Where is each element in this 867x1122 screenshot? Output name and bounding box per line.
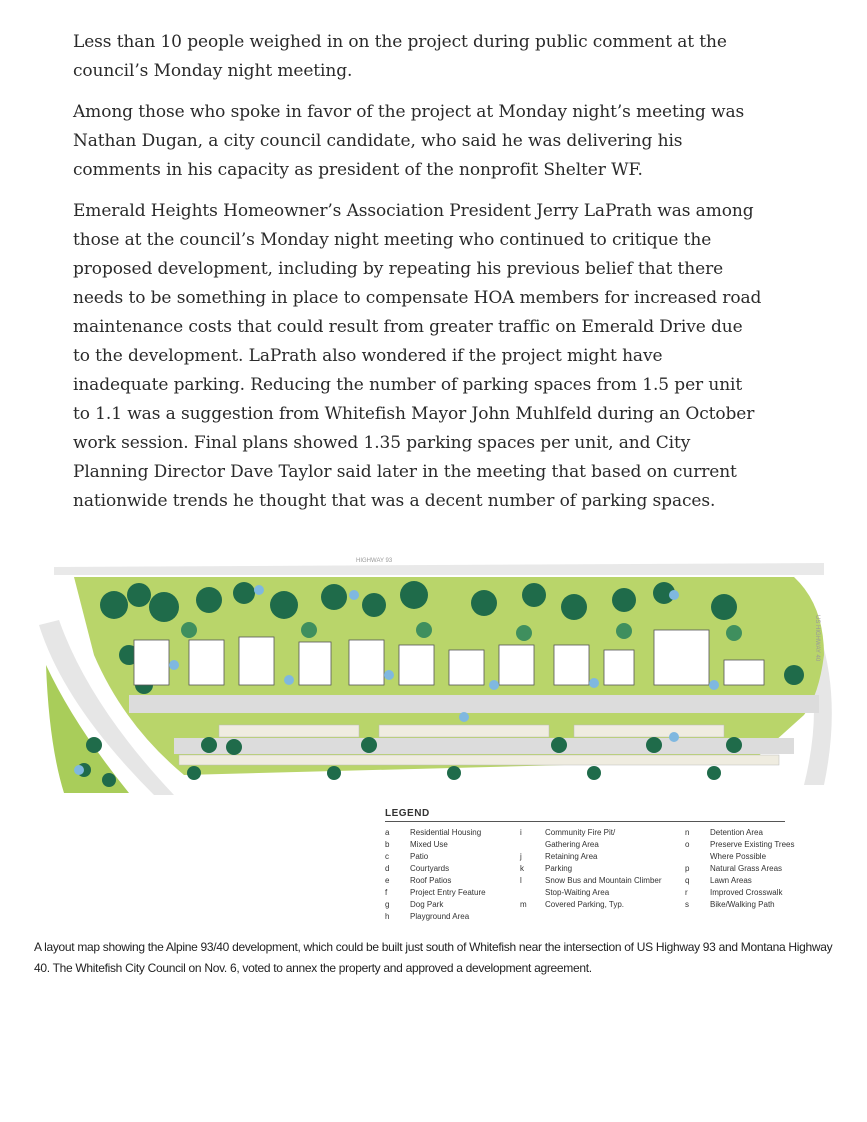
article-paragraph-2: Among those who spoke in favor of the project at Monday night’s meeting was Nathan Dugan, a city council candidate, who said he was delivering his comments in his capacity as president of the nonprofit Shelter WF. — [73, 102, 745, 180]
legend-label: Detention Area — [710, 828, 763, 837]
legend-label: Patio — [410, 852, 429, 861]
legend-key: q — [685, 876, 690, 885]
legend-key: c — [385, 852, 389, 861]
legend-key: g — [385, 900, 390, 909]
legend-item — [685, 827, 815, 839]
legend-column-3 — [685, 827, 815, 923]
figure-caption: A layout map showing the Alpine 93/40 development, which could be built just south of Whitefish near the intersection of US Highway 93 and Montana Highway 40. The Whitefish City Council on Nov. 6, voted to annex the property and approved a development agreement. — [34, 940, 833, 975]
legend-item — [685, 839, 815, 863]
legend-key: f — [385, 888, 388, 897]
legend-item — [520, 875, 685, 899]
legend-key: e — [385, 876, 390, 885]
legend-label: Retaining Area — [545, 852, 598, 861]
map-legend — [385, 808, 815, 923]
legend-column-1 — [385, 827, 520, 923]
legend-item — [385, 899, 520, 911]
legend-label: Covered Parking, Typ. — [545, 900, 625, 909]
interior-drive — [129, 695, 819, 713]
legend-key: l — [520, 876, 522, 885]
article-body — [73, 28, 763, 528]
legend-item — [685, 863, 815, 875]
parking-drive — [174, 738, 794, 754]
legend-label: Lawn Areas — [710, 876, 752, 885]
legend-column-2 — [520, 827, 685, 923]
legend-item — [520, 863, 685, 875]
legend-key: m — [520, 900, 527, 909]
highway-label: HIGHWAY 93 — [356, 558, 393, 564]
legend-key: i — [520, 828, 522, 837]
legend-label: Residential Housing — [410, 828, 482, 837]
legend-item — [385, 875, 520, 887]
legend-label: Community Fire Pit/ Gathering Area — [545, 828, 616, 849]
legend-label: Playground Area — [410, 912, 470, 921]
legend-label: Mixed Use — [410, 840, 448, 849]
legend-label: Bike/Walking Path — [710, 900, 775, 909]
legend-key: r — [685, 888, 688, 897]
legend-key: n — [685, 828, 690, 837]
legend-item — [385, 887, 520, 899]
site-plan-map — [34, 545, 834, 805]
legend-title: LEGEND — [385, 808, 785, 822]
highway-40-label: US HIGHWAY 40 — [814, 615, 820, 662]
legend-label: Parking — [545, 864, 573, 873]
legend-item — [685, 875, 815, 887]
legend-label: Roof Patios — [410, 876, 452, 885]
legend-item — [520, 827, 685, 851]
legend-key: a — [385, 828, 390, 837]
legend-item — [385, 839, 520, 851]
legend-label: Project Entry Feature — [410, 888, 486, 897]
legend-label: Natural Grass Areas — [710, 864, 783, 873]
legend-key: s — [685, 900, 689, 909]
legend-key: o — [685, 840, 690, 849]
legend-key: k — [520, 864, 524, 873]
article-paragraph-1: Less than 10 people weighed in on the project during public comment at the council’s Monday night meeting. — [73, 32, 727, 81]
legend-label: Snow Bus and Mountain Climber Stop-Waiting Area — [545, 876, 662, 897]
legend-item — [385, 863, 520, 875]
legend-key: p — [685, 864, 690, 873]
legend-columns — [385, 827, 815, 923]
legend-label: Courtyards — [410, 864, 450, 873]
legend-item — [685, 887, 815, 899]
legend-item — [385, 851, 520, 863]
legend-label: Dog Park — [410, 900, 444, 909]
legend-item — [385, 911, 520, 923]
legend-item — [685, 899, 815, 911]
legend-label: Improved Crosswalk — [710, 888, 783, 897]
legend-key: b — [385, 840, 390, 849]
legend-item — [520, 899, 685, 911]
legend-label: Preserve Existing Trees Where Possible — [710, 840, 795, 861]
legend-key: d — [385, 864, 390, 873]
legend-item — [385, 827, 520, 839]
legend-key: h — [385, 912, 390, 921]
article-paragraph-3: Emerald Heights Homeowner’s Association President Jerry LaPrath was among those at the council’s Monday night meeting who continued to critique the proposed development, including by repeating his previous belief that there needs to be something in place to compensate HOA members for increased road maintenance costs that could result from greater traffic on Emerald Drive due to the development. LaPrath also wondered if the project might have inadequate parking. Reducing the number of parking spaces from 1.5 per unit to 1.1 was a suggestion from Whitefish Mayor John Muhlfeld during an October work session. Final plans showed 1.35 parking spaces per unit, and City Planning Director Dave Taylor said later in the meeting that based on current nationwide trends he thought that was a decent number of parking spaces. — [73, 201, 762, 511]
legend-key: j — [520, 852, 522, 861]
legend-item — [520, 851, 685, 863]
